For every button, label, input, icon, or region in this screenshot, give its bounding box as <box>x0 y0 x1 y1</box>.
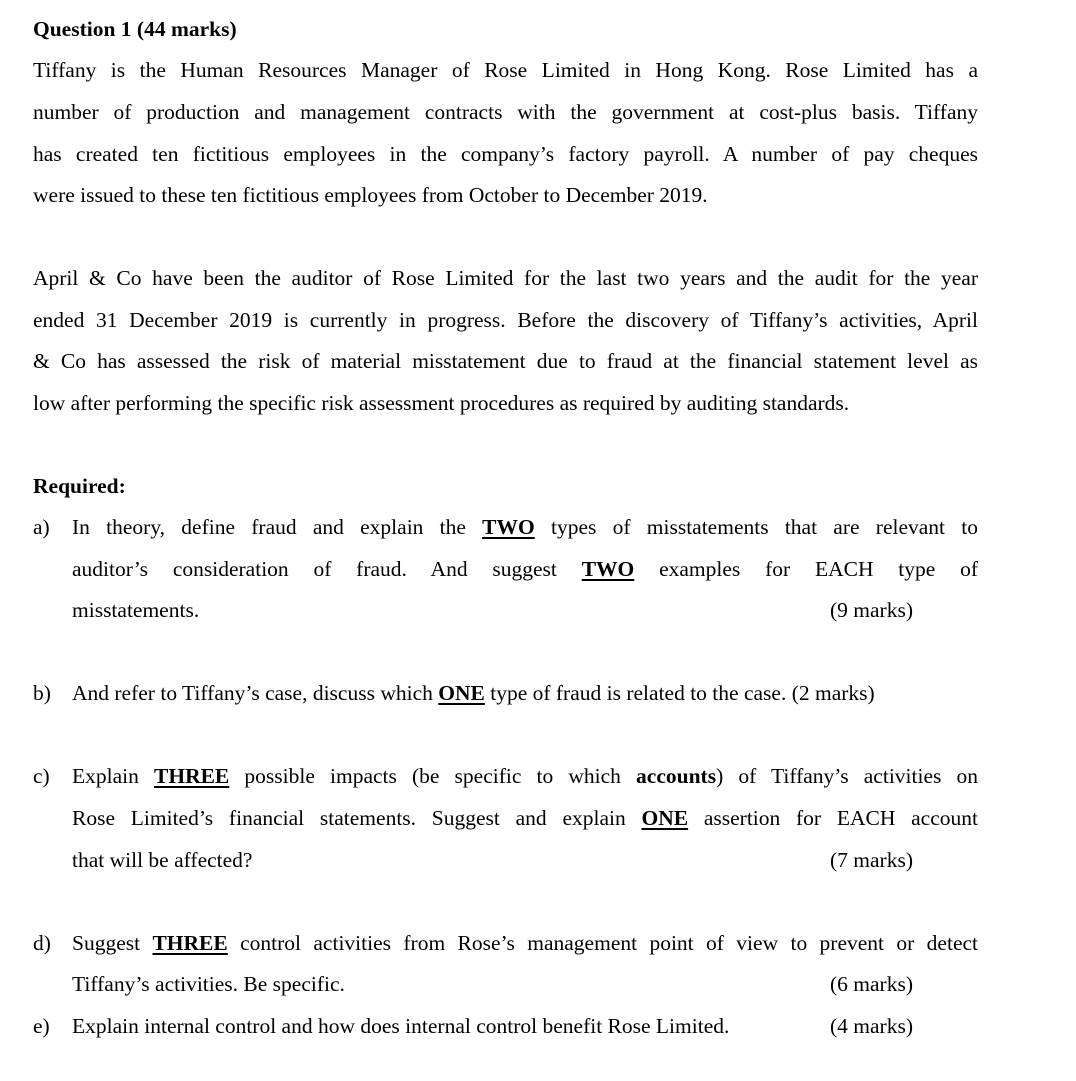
text-segment: In theory, define fraud and explain the <box>72 515 483 539</box>
paragraph-line: were issued to these ten fictitious employees from October to December 2019. <box>33 183 708 207</box>
part-label: c) <box>33 764 50 788</box>
paragraph-line: low after performing the specific risk assessment procedures as required by auditing standards. <box>33 391 850 415</box>
text-segment: examples for EACH type of <box>634 557 978 581</box>
part-d-line-1 <box>72 929 978 957</box>
part-c-line-3: that will be affected? <box>72 848 253 872</box>
paragraph-line: April & Co have been the auditor of Rose Limited for the last two years and the audit for the year <box>33 266 978 290</box>
part-c-line-1 <box>72 762 978 790</box>
part-a-line-3: misstatements. <box>72 598 200 622</box>
part-a-line-2 <box>72 555 978 583</box>
emphasis-two: TWO <box>482 515 535 539</box>
part-label: a) <box>33 515 50 539</box>
part-b-line-1 <box>72 679 875 707</box>
emphasis-two: TWO <box>581 557 635 581</box>
paragraph-line: Tiffany is the Human Resources Manager of Rose Limited in Hong Kong. Rose Limited has a <box>33 58 978 82</box>
emphasis-one: ONE <box>438 681 485 705</box>
paragraph-line: & Co has assessed the risk of material misstatement due to fraud at the financial statement level as <box>33 349 978 373</box>
question-title: Question 1 (44 marks) <box>33 17 237 41</box>
required-heading: Required: <box>33 474 126 498</box>
part-a-line-1 <box>72 513 978 541</box>
text-segment: ) of Tiffany’s activities on <box>716 764 978 788</box>
marks-label: (4 marks) <box>830 1014 913 1038</box>
text-segment: Suggest <box>72 931 153 955</box>
emphasis-accounts: accounts <box>636 764 717 788</box>
part-c-line-2 <box>72 804 978 832</box>
text-segment: type of fraud is related to the case. (2 marks) <box>484 681 875 705</box>
text-segment: control activities from Rose’s management point of view to prevent or detect <box>227 931 979 955</box>
text-segment: Explain <box>72 764 154 788</box>
text-segment: auditor’s consideration of fraud. And suggest <box>72 557 582 581</box>
marks-label: (9 marks) <box>830 598 913 622</box>
text-segment: assertion for EACH account <box>688 806 978 830</box>
marks-label: (7 marks) <box>830 848 913 872</box>
text-segment: types of misstatements that are relevant to <box>534 515 978 539</box>
part-label: e) <box>33 1014 50 1038</box>
paragraph-line: number of production and management contracts with the government at cost-plus basis. Tiffany <box>33 100 978 124</box>
part-label: d) <box>33 931 51 955</box>
paragraph-line: ended 31 December 2019 is currently in progress. Before the discovery of Tiffany’s activities, April <box>33 308 978 332</box>
text-segment: And refer to Tiffany’s case, discuss which <box>72 681 439 705</box>
text-segment: possible impacts (be specific to which <box>229 764 637 788</box>
emphasis-one: ONE <box>641 806 689 830</box>
part-d-line-2: Tiffany’s activities. Be specific. <box>72 972 345 996</box>
marks-label: (6 marks) <box>830 972 913 996</box>
paragraph-line: has created ten fictitious employees in the company’s factory payroll. A number of pay cheques <box>33 142 978 166</box>
part-e-line-1: Explain internal control and how does internal control benefit Rose Limited. <box>72 1014 730 1038</box>
part-label: b) <box>33 681 51 705</box>
emphasis-three: THREE <box>152 931 228 955</box>
emphasis-three: THREE <box>154 764 230 788</box>
text-segment: Rose Limited’s financial statements. Suggest and explain <box>72 806 642 830</box>
